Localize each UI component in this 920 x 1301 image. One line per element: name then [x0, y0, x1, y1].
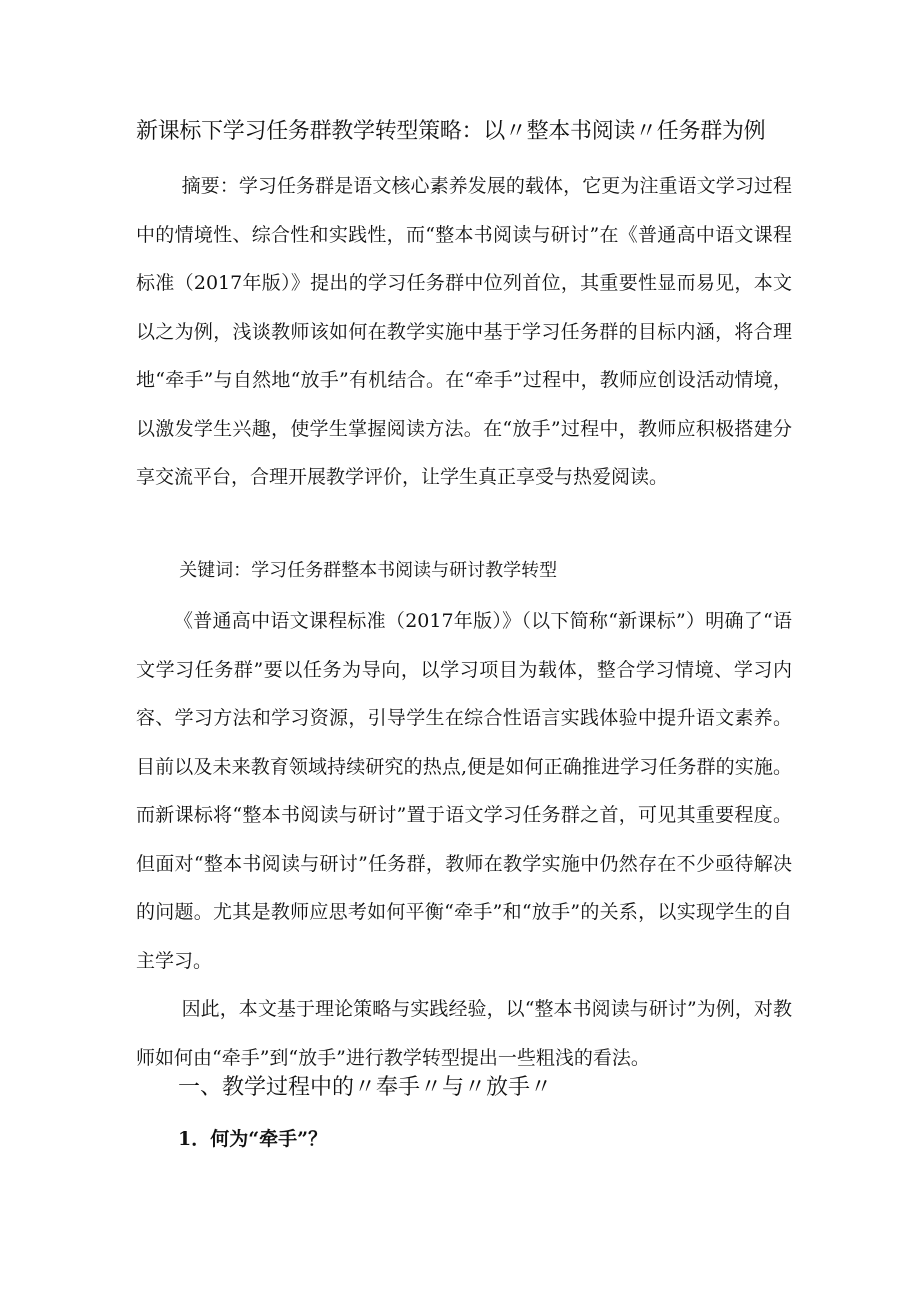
abstract-paragraph: 摘要：学习任务群是语文核心素养发展的载体，它更为注重语文学习过程中的情境性、综合性和实践性，而“整本书阅读与研讨”在《普通高中语文课程标准（2017年版）》提出的学习任务群中位列首位，其重要性显而易见，本文以之为例，浅谈教师该如何在教学实施中基于学习任务群的目标内涵，将合理地“牵手”与自然地“放手”有机结合。在“牵手”过程中，教师应创设活动情境，以激发学生兴趣，使学生掌握阅读方法。在“放手”过程中，教师应积极搭建分享交流平台，合理开展教学评价，让学生真正享受与热爱阅读。: [136, 175, 792, 488]
subsection-heading: 1．何为“牵手”？: [178, 1128, 328, 1150]
intro-paragraph: 《普通高中语文课程标准（2017年版）》（以下简称“新课标”）明确了“语文学习任务群”要以任务为导向，以学习项目为载体，整合学习情境、学习内容、学习方法和学习资源，引导学生在综合性语言实践体验中提升语文素养。目前以及未来教育领域持续研究的热点,便是如何正确推进学习任务群的实施。而新课标将“整本书阅读与研讨”置于语文学习任务群之首，可见其重要程度。但面对“整本书阅读与研讨”任务群，教师在教学实施中仍然存在不少亟待解决的问题。尤其是教师应思考如何平衡“牵手”和“放手”的关系，以实现学生的自主学习。: [136, 610, 792, 972]
conclusion-paragraph: 因此，本文基于理论策略与实践经验，以“整本书阅读与研讨”为例，对教师如何由“牵手”到“放手”进行教学转型提出一些粗浅的看法。: [136, 998, 792, 1069]
section-heading: 一、教学过程中的〃奉手〃与〃放手〃: [178, 1075, 553, 1100]
keywords-line: 关键词：学习任务群整本书阅读与研讨教学转型: [179, 560, 558, 581]
document-title: 新课标下学习任务群教学转型策略：以〃整本书阅读〃任务群为例: [136, 119, 766, 144]
